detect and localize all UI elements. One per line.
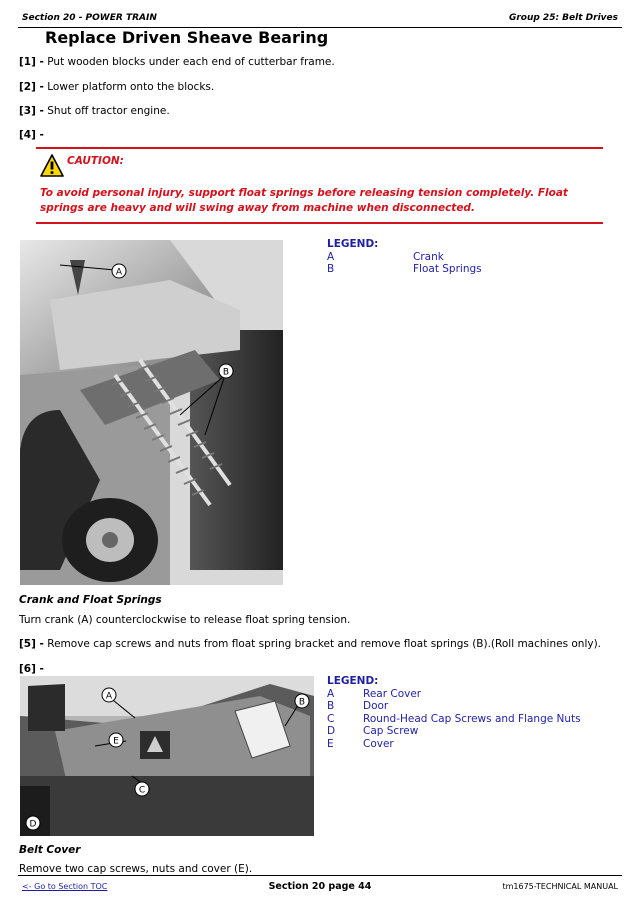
legend-key: B — [327, 263, 335, 275]
caution-divider-bottom — [36, 222, 603, 224]
caution-text: To avoid personal injury, support float springs before releasing tension completely. Float springs are heavy and will swing away from machine when disconnected. — [40, 187, 568, 214]
page-title: Replace Driven Sheave Bearing — [45, 28, 329, 47]
legend-label: Cover — [363, 738, 394, 750]
legend-key: D — [327, 725, 336, 737]
legend-title: LEGEND: — [327, 675, 379, 687]
callout-d-marker — [26, 816, 40, 830]
step-number: [1] - — [19, 56, 44, 68]
step-6 — [19, 663, 44, 675]
callout-e: E — [113, 736, 119, 747]
figure1-instruction: Turn crank (A) counterclockwise to release float spring tension. — [19, 614, 351, 626]
legend-key: A — [327, 688, 335, 700]
callout-b-marker — [295, 694, 309, 708]
caution-divider-top — [36, 147, 603, 149]
callout-e-marker — [109, 733, 123, 747]
step-number: [6] - — [19, 663, 44, 675]
legend-label: Crank — [413, 251, 444, 263]
step-1 — [19, 56, 335, 68]
step-3 — [19, 105, 170, 117]
step-number: [3] - — [19, 105, 44, 117]
page-header — [18, 6, 622, 28]
callout-b: B — [222, 367, 230, 378]
callout-a: A — [105, 691, 113, 702]
callout-a: A — [115, 267, 123, 278]
page-footer — [18, 875, 622, 895]
legend-label: Rear Cover — [363, 688, 422, 700]
legend-label: Float Springs — [413, 263, 482, 275]
callout-a-marker — [112, 264, 126, 278]
callout-c-marker — [135, 782, 149, 796]
legend-label: Round-Head Cap Screws and Flange Nuts — [363, 713, 581, 725]
step-number: [5] - — [19, 638, 44, 650]
step-number: [4] - — [19, 129, 44, 141]
group-title: Group 25: Belt Drives — [508, 13, 618, 23]
legend-label: Door — [363, 700, 389, 712]
section-title: Section 20 - POWER TRAIN — [22, 13, 157, 23]
legend-label: Cap Screw — [363, 725, 419, 737]
step-5 — [19, 638, 601, 650]
legend-key: B — [327, 700, 335, 712]
step-4 — [19, 129, 44, 141]
caution-label: CAUTION: — [67, 155, 124, 167]
figure1-caption: Crank and Float Springs — [19, 594, 162, 606]
warning-icon — [40, 154, 64, 178]
callout-b: B — [298, 697, 306, 708]
legend-figure2 — [327, 675, 581, 750]
legend-title: LEGEND: — [327, 238, 379, 250]
figure2-instruction: Remove two cap screws, nuts and cover (E). — [19, 863, 253, 875]
step-text: Shut off tractor engine. — [47, 105, 170, 117]
step-text: Put wooden blocks under each end of cutterbar frame. — [47, 56, 335, 68]
step-text: Lower platform onto the blocks. — [47, 81, 215, 93]
legend-figure1 — [327, 238, 482, 275]
figure2-caption: Belt Cover — [19, 844, 81, 856]
legend-key: C — [327, 713, 335, 725]
step-text: Remove cap screws and nuts from float spring bracket and remove float springs (B).(Roll machines only). — [47, 638, 602, 650]
belt-cover-photo — [20, 676, 314, 836]
page-number: Section 20 page 44 — [268, 881, 372, 892]
callout-b-marker — [219, 364, 233, 378]
step-number: [2] - — [19, 81, 44, 93]
callout-d: D — [29, 819, 37, 830]
legend-key: E — [327, 738, 334, 750]
legend-key: A — [327, 251, 335, 263]
crank-float-springs-photo — [20, 240, 283, 585]
callout-a-marker — [102, 688, 116, 702]
callout-c: C — [138, 785, 146, 796]
section-toc-link[interactable]: <- Go to Section TOC — [22, 882, 108, 891]
manual-id: tm1675-TECHNICAL MANUAL — [502, 882, 618, 891]
step-2 — [19, 81, 214, 93]
